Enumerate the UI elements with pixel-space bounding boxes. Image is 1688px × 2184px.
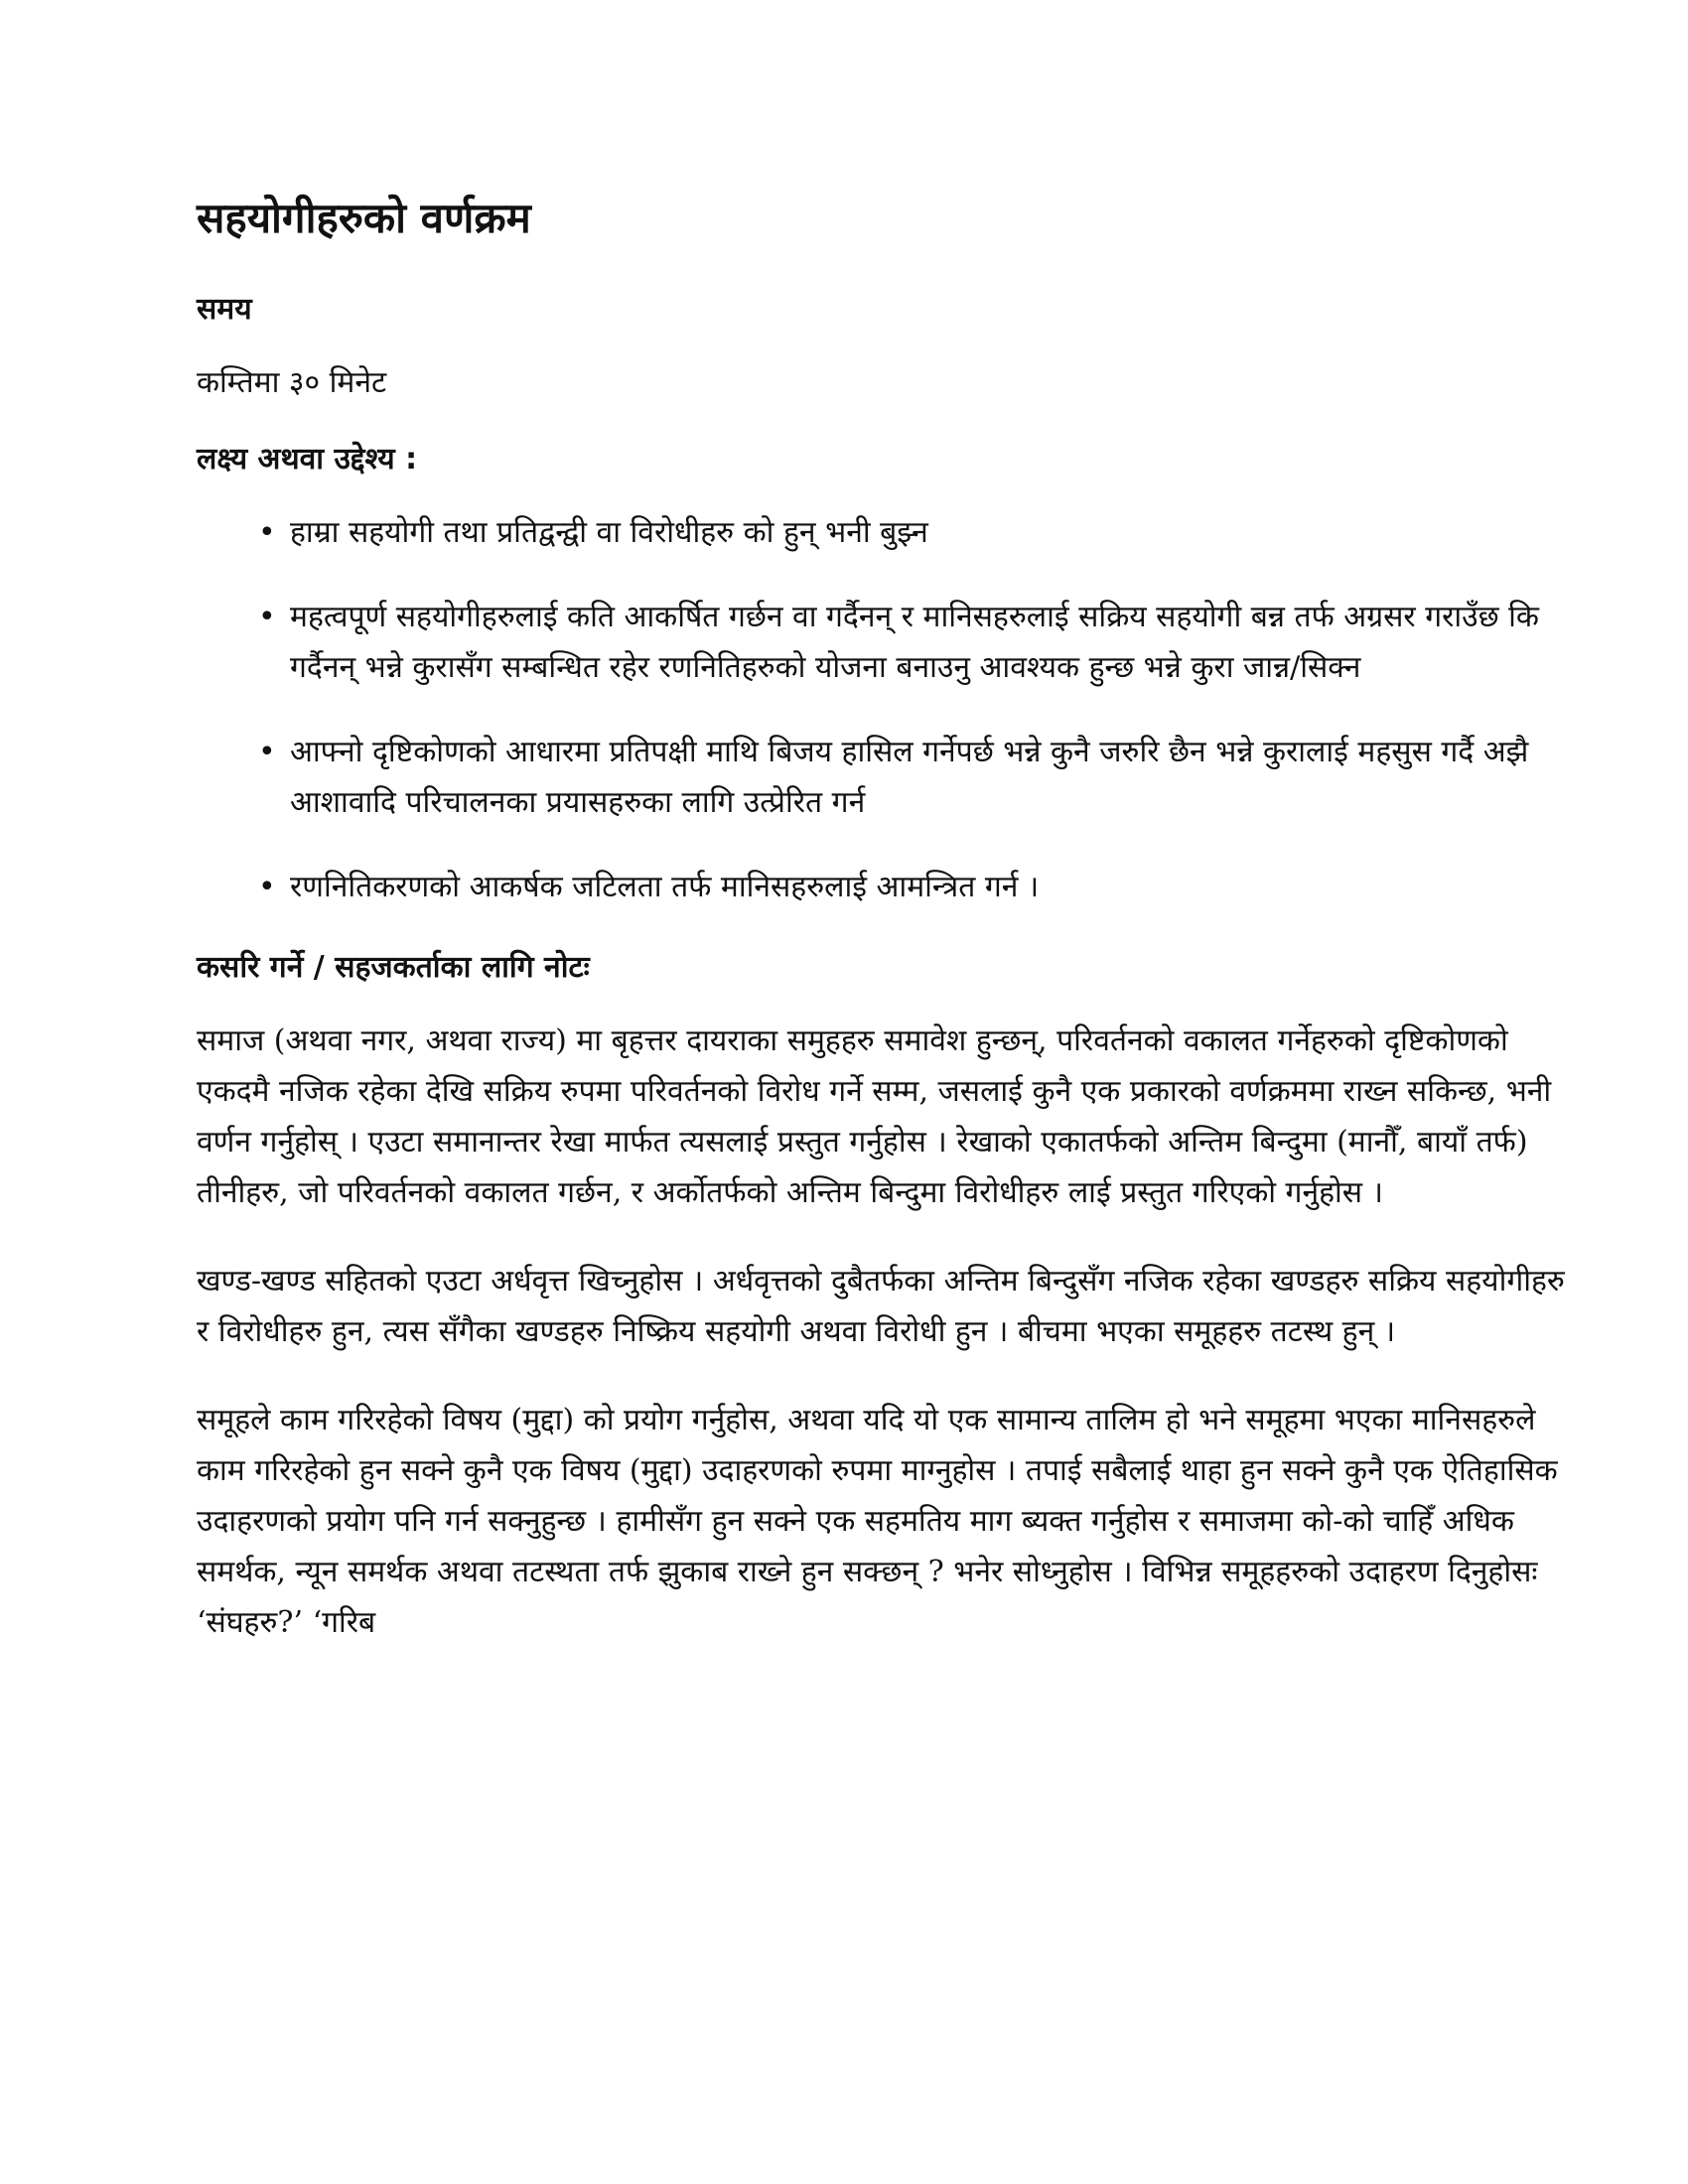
objective-item: • आफ्नो दृष्टिकोणको आधारमा प्रतिपक्षी माथि बिजय हासिल गर्नेपर्छ भन्ने कुनै जरुरि छैन भन्ने कुरालाई महसुस गर्दै अझै आशावादि परिचालनका प्रयासहरुका लागि उत्प्रेरित गर्न (258, 727, 1577, 828)
howto-paragraph: समाज (अथवा नगर, अथवा राज्य) मा बृहत्तर दायराका समुहहरु समावेश हुन्छन्, परिवर्तनको वकालत गर्नेहरुको दृष्टिकोणको एकदमै नजिक रहेका देखि सक्रिय रुपमा परिवर्तनको विरोध गर्ने सम्म, जसलाई कुनै एक प्रकारको वर्णक्रममा राख्न सकिन्छ, भनी वर्णन गर्नुहोस् । एउटा समानान्तर रेखा मार्फत त्यसलाई प्रस्तुत गर्नुहोस । रेखाको एकातर्फको अन्तिम बिन्दुमा (मानौँ, बायाँ तर्फ) तीनीहरु, जो परिवर्तनको वकालत गर्छन, र अर्कोतर्फको अन्तिम बिन्दुमा विरोधीहरु लाई प्रस्तुत गरिएको गर्नुहोस । (197, 1024, 1552, 1210)
time-heading: समय (197, 292, 252, 327)
objective-item: • हाम्रा सहयोगी तथा प्रतिद्वन्द्वी वा विरोधीहरु को हुन् भनी बुझ्न (258, 507, 1577, 558)
objective-item: • महत्वपूर्ण सहयोगीहरुलाई कति आकर्षित गर्छन वा गर्दैनन् र मानिसहरुलाई सक्रिय सहयोगी बन्न तर्फ अग्रसर गराउँछ कि गर्दैनन् भन्ने कुरासँग सम्बन्धित रहेर रणनितिहरुको योजना बनाउनु आवश्यक हुन्छ भन्ने कुरा जान्न/सिक्न (258, 592, 1577, 693)
time-value: कम्तिमा ३० मिनेट (197, 365, 387, 400)
howto-paragraph: खण्ड-खण्ड सहितको एउटा अर्धवृत्त खिच्नुहोस । अर्धवृत्तको दुबैतर्फका अन्तिम बिन्दुसँग नजिक रहेका खण्डहरु सक्रिय सहयोगीहरु र विरोधीहरु हुन, त्यस सँगैका खण्डहरु निष्क्रिय सहयोगी अथवा विरोधी हुन । बीचमा भएका समूहहरु तटस्थ हुन् । (197, 1264, 1565, 1349)
document-page (197, 189, 1577, 1686)
document-title: सहयोगीहरुको वर्णक्रम (197, 194, 531, 242)
objectives-heading: लक्ष्य अथवा उद्देश्य : (197, 442, 418, 477)
howto-heading: कसरि गर्ने / सहजकर्ताका लागि नोटः (197, 950, 590, 985)
objectives-list (197, 507, 1577, 912)
howto-paragraph: समूहले काम गरिरहेको विषय (मुद्दा) को प्रयोग गर्नुहोस, अथवा यदि यो एक सामान्य तालिम हो भने समूहमा भएका मानिसहरुले काम गरिरहेको हुन सक्ने कुनै एक विषय (मुद्दा) उदाहरणको रुपमा माग्नुहोस । तपाई सबैलाई थाहा हुन सक्ने कुनै एक ऐतिहासिक उदाहरणको प्रयोग पनि गर्न सक्नुहुन्छ । हामीसँग हुन सक्ने एक सहमतिय माग ब्यक्त गर्नुहोस र समाजमा को-को चाहिँ अधिक समर्थक, न्यून समर्थक अथवा तटस्थता तर्फ झुकाब राख्ने हुन सक्छन् ? भनेर सोध्नुहोस । विभिन्न समूहहरुको उदाहरण दिनुहोसः ‘संघहरु?’ ‘गरिब (197, 1403, 1558, 1640)
objective-item: • रणनितिकरणको आकर्षक जटिलता तर्फ मानिसहरुलाई आमन्त्रित गर्न । (258, 862, 1577, 912)
